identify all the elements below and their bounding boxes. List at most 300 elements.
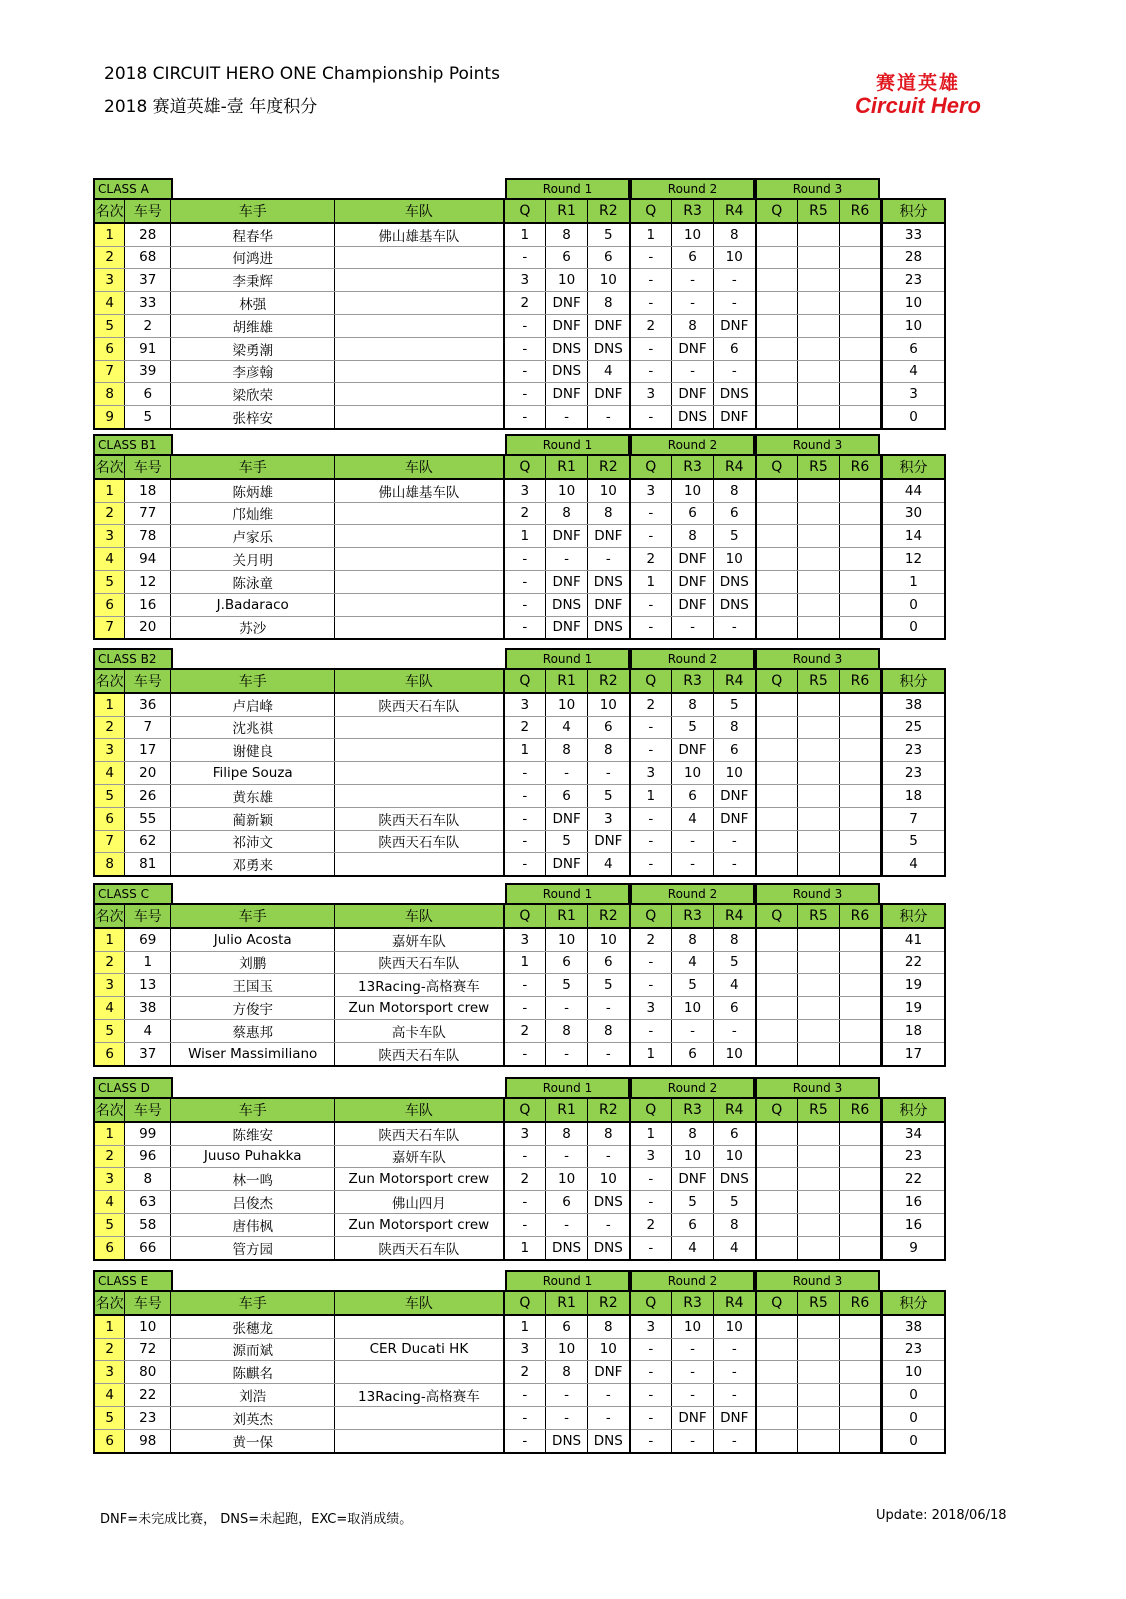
table-cell: 陕西天石车队 bbox=[335, 1042, 504, 1065]
table-cell bbox=[798, 502, 840, 525]
table-cell: DNS bbox=[714, 593, 756, 616]
table-row bbox=[94, 1168, 945, 1191]
table-cell: - bbox=[714, 830, 756, 853]
table-cell: 0 bbox=[881, 616, 945, 639]
table-cell bbox=[839, 762, 881, 785]
column-header: Q bbox=[756, 199, 798, 223]
table-cell: 98 bbox=[125, 1429, 171, 1452]
column-header: R1 bbox=[546, 455, 588, 479]
standings-table bbox=[93, 903, 946, 1067]
table-cell: 1 bbox=[630, 1042, 672, 1065]
table-row bbox=[94, 807, 945, 830]
table-cell bbox=[756, 830, 798, 853]
table-cell: 10 bbox=[546, 693, 588, 716]
table-cell: 8 bbox=[94, 853, 125, 876]
table-cell bbox=[335, 853, 504, 876]
table-cell bbox=[756, 1122, 798, 1145]
table-cell bbox=[335, 1429, 504, 1452]
table-cell: 5 bbox=[714, 1191, 756, 1214]
table-cell: 5 bbox=[672, 974, 714, 997]
table-cell: 0 bbox=[881, 1429, 945, 1452]
table-cell bbox=[756, 1338, 798, 1361]
table-cell: - bbox=[504, 548, 546, 571]
table-cell bbox=[798, 716, 840, 739]
table-cell: 陈泳童 bbox=[171, 570, 335, 593]
table-cell: 6 bbox=[94, 1042, 125, 1065]
table-cell: 0 bbox=[881, 1384, 945, 1407]
table-cell: 3 bbox=[504, 1122, 546, 1145]
table-cell: 6 bbox=[94, 807, 125, 830]
column-header: Q bbox=[756, 904, 798, 928]
table-cell: - bbox=[504, 406, 546, 429]
column-header: R1 bbox=[546, 1291, 588, 1315]
table-cell bbox=[335, 383, 504, 406]
table-cell bbox=[756, 548, 798, 571]
table-cell: DNF bbox=[714, 1406, 756, 1429]
table-cell bbox=[798, 616, 840, 639]
table-cell bbox=[798, 1168, 840, 1191]
table-cell bbox=[798, 223, 840, 246]
column-header: R4 bbox=[714, 1291, 756, 1315]
table-row bbox=[94, 1384, 945, 1407]
table-cell: 7 bbox=[881, 807, 945, 830]
table-cell: 邝灿维 bbox=[171, 502, 335, 525]
table-cell: - bbox=[630, 337, 672, 360]
table-cell: - bbox=[630, 1338, 672, 1361]
table-cell: Zun Motorsport crew bbox=[335, 997, 504, 1020]
table-cell: 4 bbox=[94, 292, 125, 315]
table-cell: 3 bbox=[630, 762, 672, 785]
table-cell: 管方园 bbox=[171, 1236, 335, 1259]
column-header: R3 bbox=[672, 669, 714, 693]
table-cell: - bbox=[504, 997, 546, 1020]
table-row bbox=[94, 479, 945, 502]
table-row bbox=[94, 928, 945, 951]
table-row bbox=[94, 570, 945, 593]
table-cell: 91 bbox=[125, 337, 171, 360]
table-cell bbox=[839, 383, 881, 406]
table-cell bbox=[798, 314, 840, 337]
table-cell bbox=[798, 337, 840, 360]
table-cell: DNF bbox=[546, 853, 588, 876]
column-header: 车手 bbox=[171, 669, 335, 693]
table-cell: 10 bbox=[714, 548, 756, 571]
table-cell: - bbox=[630, 1236, 672, 1259]
table-cell bbox=[756, 1042, 798, 1065]
table-cell: 16 bbox=[881, 1213, 945, 1236]
table-cell: 1 bbox=[94, 1315, 125, 1338]
table-cell: 4 bbox=[94, 1384, 125, 1407]
table-cell: 黄东雄 bbox=[171, 784, 335, 807]
table-cell: 10 bbox=[546, 479, 588, 502]
table-cell: - bbox=[546, 1213, 588, 1236]
table-cell: - bbox=[588, 406, 630, 429]
table-cell: 6 bbox=[714, 1122, 756, 1145]
table-cell: - bbox=[672, 1384, 714, 1407]
table-cell: - bbox=[588, 548, 630, 571]
table-row bbox=[94, 951, 945, 974]
table-cell: 5 bbox=[94, 1019, 125, 1042]
table-cell: 3 bbox=[504, 1338, 546, 1361]
table-cell: 5 bbox=[94, 784, 125, 807]
column-header: 车队 bbox=[335, 904, 504, 928]
table-cell bbox=[756, 784, 798, 807]
table-cell: - bbox=[630, 502, 672, 525]
table-cell bbox=[335, 360, 504, 383]
table-cell: 4 bbox=[881, 360, 945, 383]
table-cell: 5 bbox=[714, 693, 756, 716]
table-cell: 7 bbox=[94, 616, 125, 639]
table-cell: 5 bbox=[588, 784, 630, 807]
table-row bbox=[94, 502, 945, 525]
table-cell bbox=[756, 269, 798, 292]
table-cell: DNF bbox=[714, 807, 756, 830]
table-cell: - bbox=[504, 593, 546, 616]
table-cell bbox=[335, 593, 504, 616]
table-cell: - bbox=[630, 739, 672, 762]
table-cell: 3 bbox=[94, 739, 125, 762]
table-cell: DNF bbox=[546, 314, 588, 337]
table-cell: 38 bbox=[881, 693, 945, 716]
table-cell: 陕西天石车队 bbox=[335, 807, 504, 830]
column-header: R2 bbox=[588, 1098, 630, 1122]
table-cell: 30 bbox=[881, 502, 945, 525]
table-cell: 10 bbox=[588, 1338, 630, 1361]
page-title-en: 2018 CIRCUIT HERO ONE Championship Points bbox=[104, 64, 500, 84]
table-cell bbox=[756, 1213, 798, 1236]
table-cell bbox=[798, 246, 840, 269]
table-cell: 苏沙 bbox=[171, 616, 335, 639]
table-cell: 10 bbox=[672, 479, 714, 502]
table-cell: - bbox=[546, 1406, 588, 1429]
table-cell: 12 bbox=[125, 570, 171, 593]
column-header: R6 bbox=[839, 455, 881, 479]
table-cell bbox=[335, 1361, 504, 1384]
table-cell: 1 bbox=[504, 739, 546, 762]
column-header: 积分 bbox=[881, 669, 945, 693]
table-cell: DNF bbox=[672, 383, 714, 406]
table-cell: 4 bbox=[588, 853, 630, 876]
column-header: R2 bbox=[588, 455, 630, 479]
table-cell: DNS bbox=[546, 360, 588, 383]
table-cell: 黄一保 bbox=[171, 1429, 335, 1452]
table-cell: 3 bbox=[504, 269, 546, 292]
column-header: Q bbox=[630, 904, 672, 928]
table-cell: 10 bbox=[881, 314, 945, 337]
table-cell: 5 bbox=[546, 974, 588, 997]
column-header: 名次 bbox=[94, 455, 125, 479]
table-cell bbox=[335, 246, 504, 269]
table-cell: - bbox=[504, 762, 546, 785]
table-cell: 94 bbox=[125, 548, 171, 571]
table-cell bbox=[335, 292, 504, 315]
table-cell: 沈兆祺 bbox=[171, 716, 335, 739]
table-cell: 33 bbox=[125, 292, 171, 315]
table-cell: - bbox=[630, 525, 672, 548]
table-cell: 6 bbox=[672, 784, 714, 807]
table-cell: - bbox=[504, 1213, 546, 1236]
table-cell bbox=[839, 1122, 881, 1145]
table-cell: 10 bbox=[588, 269, 630, 292]
table-cell: 4 bbox=[672, 807, 714, 830]
table-cell: - bbox=[588, 1384, 630, 1407]
table-cell bbox=[798, 1191, 840, 1214]
table-cell: 6 bbox=[94, 1429, 125, 1452]
column-header: Q bbox=[756, 1291, 798, 1315]
table-cell: 5 bbox=[588, 974, 630, 997]
table-cell: 何鸿进 bbox=[171, 246, 335, 269]
table-cell bbox=[839, 1384, 881, 1407]
table-cell bbox=[798, 292, 840, 315]
table-cell: 18 bbox=[881, 1019, 945, 1042]
table-cell: 10 bbox=[881, 1361, 945, 1384]
table-cell: Juuso Puhakka bbox=[171, 1145, 335, 1168]
round-label: Round 3 bbox=[755, 883, 880, 903]
table-cell bbox=[798, 1315, 840, 1338]
table-cell: DNF bbox=[546, 383, 588, 406]
table-cell: 5 bbox=[125, 406, 171, 429]
table-cell bbox=[756, 314, 798, 337]
table-cell: - bbox=[714, 360, 756, 383]
table-cell bbox=[798, 830, 840, 853]
table-cell: 陕西天石车队 bbox=[335, 1122, 504, 1145]
round-label: Round 3 bbox=[755, 648, 880, 668]
table-cell bbox=[839, 548, 881, 571]
table-cell: DNF bbox=[546, 616, 588, 639]
table-cell bbox=[798, 928, 840, 951]
table-cell: 高卡车队 bbox=[335, 1019, 504, 1042]
table-cell: 5 bbox=[546, 830, 588, 853]
table-cell: 10 bbox=[588, 479, 630, 502]
table-cell: - bbox=[630, 1429, 672, 1452]
column-header: R3 bbox=[672, 199, 714, 223]
table-cell: DNS bbox=[672, 406, 714, 429]
column-header: R4 bbox=[714, 904, 756, 928]
table-cell: - bbox=[504, 1042, 546, 1065]
column-header: 名次 bbox=[94, 1098, 125, 1122]
table-cell bbox=[756, 1406, 798, 1429]
table-cell: 8 bbox=[588, 292, 630, 315]
table-cell bbox=[756, 1191, 798, 1214]
table-cell bbox=[839, 502, 881, 525]
column-header: R1 bbox=[546, 904, 588, 928]
table-cell: 8 bbox=[714, 1213, 756, 1236]
table-cell bbox=[839, 1042, 881, 1065]
table-cell: 1 bbox=[630, 1122, 672, 1145]
class-section bbox=[93, 648, 948, 877]
table-cell: 3 bbox=[504, 479, 546, 502]
table-cell bbox=[335, 570, 504, 593]
column-header: Q bbox=[504, 1291, 546, 1315]
table-cell bbox=[335, 616, 504, 639]
table-cell: 3 bbox=[94, 1361, 125, 1384]
column-header: Q bbox=[756, 455, 798, 479]
table-cell: DNF bbox=[588, 525, 630, 548]
table-cell: 13Racing-高格赛车 bbox=[335, 974, 504, 997]
round-label: Round 1 bbox=[505, 1077, 630, 1097]
table-cell: 39 bbox=[125, 360, 171, 383]
table-cell: 4 bbox=[714, 974, 756, 997]
table-cell bbox=[839, 1145, 881, 1168]
table-cell: - bbox=[504, 246, 546, 269]
table-cell bbox=[756, 1361, 798, 1384]
table-cell: 23 bbox=[125, 1406, 171, 1429]
table-cell: 梁欣荣 bbox=[171, 383, 335, 406]
table-cell bbox=[798, 1429, 840, 1452]
table-row bbox=[94, 830, 945, 853]
table-row bbox=[94, 1042, 945, 1065]
class-section bbox=[93, 1270, 948, 1454]
table-cell bbox=[756, 716, 798, 739]
table-cell: - bbox=[714, 1338, 756, 1361]
table-cell: 胡维雄 bbox=[171, 314, 335, 337]
table-cell: - bbox=[630, 1168, 672, 1191]
table-cell: 62 bbox=[125, 830, 171, 853]
column-header: Q bbox=[756, 1098, 798, 1122]
table-cell: 22 bbox=[881, 951, 945, 974]
round-label: Round 2 bbox=[630, 1270, 755, 1290]
table-cell: 28 bbox=[881, 246, 945, 269]
table-cell bbox=[756, 246, 798, 269]
table-cell: - bbox=[630, 853, 672, 876]
table-cell: - bbox=[714, 1429, 756, 1452]
column-header: R1 bbox=[546, 1098, 588, 1122]
table-cell: - bbox=[630, 616, 672, 639]
table-cell bbox=[839, 853, 881, 876]
column-header: R4 bbox=[714, 669, 756, 693]
table-cell: 1 bbox=[504, 525, 546, 548]
table-cell: 1 bbox=[94, 693, 125, 716]
column-header: Q bbox=[504, 669, 546, 693]
table-cell: 8 bbox=[588, 1315, 630, 1338]
table-cell bbox=[335, 502, 504, 525]
table-cell: 10 bbox=[125, 1315, 171, 1338]
table-cell: 卢家乐 bbox=[171, 525, 335, 548]
table-cell: DNS bbox=[588, 1429, 630, 1452]
table-cell: 陕西天石车队 bbox=[335, 693, 504, 716]
table-row bbox=[94, 616, 945, 639]
table-cell: 6 bbox=[125, 383, 171, 406]
class-section bbox=[93, 1077, 948, 1261]
table-cell: 3 bbox=[504, 693, 546, 716]
table-cell: - bbox=[588, 1213, 630, 1236]
table-cell: 陈维安 bbox=[171, 1122, 335, 1145]
table-cell bbox=[798, 1145, 840, 1168]
table-cell: 10 bbox=[714, 1042, 756, 1065]
table-cell: 66 bbox=[125, 1236, 171, 1259]
column-header: R5 bbox=[798, 1098, 840, 1122]
table-cell: - bbox=[630, 360, 672, 383]
table-cell bbox=[756, 1019, 798, 1042]
table-cell: 4 bbox=[546, 716, 588, 739]
table-cell: - bbox=[630, 951, 672, 974]
table-cell: 6 bbox=[714, 337, 756, 360]
update-date: Update: 2018/06/18 bbox=[876, 1508, 1007, 1523]
table-cell: 44 bbox=[881, 479, 945, 502]
table-cell: 3 bbox=[630, 383, 672, 406]
table-cell: 6 bbox=[714, 739, 756, 762]
table-cell bbox=[839, 784, 881, 807]
table-cell: Zun Motorsport crew bbox=[335, 1168, 504, 1191]
table-cell: 谢健良 bbox=[171, 739, 335, 762]
table-cell: DNF bbox=[672, 593, 714, 616]
table-cell: - bbox=[630, 1361, 672, 1384]
table-cell: 37 bbox=[125, 269, 171, 292]
table-cell: DNF bbox=[672, 570, 714, 593]
column-header: Q bbox=[630, 669, 672, 693]
table-cell: 28 bbox=[125, 223, 171, 246]
column-header: 积分 bbox=[881, 1098, 945, 1122]
table-cell bbox=[798, 479, 840, 502]
table-cell: 22 bbox=[125, 1384, 171, 1407]
table-cell: DNF bbox=[546, 525, 588, 548]
table-row bbox=[94, 246, 945, 269]
class-section bbox=[93, 434, 948, 640]
table-cell: 5 bbox=[588, 223, 630, 246]
table-cell: 12 bbox=[881, 548, 945, 571]
table-row bbox=[94, 292, 945, 315]
table-cell: 4 bbox=[125, 1019, 171, 1042]
column-header: R3 bbox=[672, 1098, 714, 1122]
table-cell: DNF bbox=[546, 807, 588, 830]
table-cell: - bbox=[588, 997, 630, 1020]
table-cell: 41 bbox=[881, 928, 945, 951]
table-cell: - bbox=[672, 1429, 714, 1452]
class-label: CLASS A bbox=[93, 178, 173, 198]
column-header: R5 bbox=[798, 669, 840, 693]
table-cell bbox=[798, 1384, 840, 1407]
table-cell: 5 bbox=[94, 314, 125, 337]
table-row bbox=[94, 593, 945, 616]
table-cell: 10 bbox=[588, 693, 630, 716]
table-cell: DNF bbox=[714, 314, 756, 337]
round-label: Round 1 bbox=[505, 1270, 630, 1290]
table-row bbox=[94, 739, 945, 762]
table-cell: - bbox=[504, 830, 546, 853]
column-header: 车手 bbox=[171, 904, 335, 928]
table-cell bbox=[798, 360, 840, 383]
table-cell: 5 bbox=[94, 1213, 125, 1236]
table-cell: 1 bbox=[630, 223, 672, 246]
table-cell: 0 bbox=[881, 1406, 945, 1429]
table-cell bbox=[839, 739, 881, 762]
table-cell: 19 bbox=[881, 974, 945, 997]
table-cell: 34 bbox=[881, 1122, 945, 1145]
table-cell bbox=[756, 762, 798, 785]
table-row bbox=[94, 525, 945, 548]
table-cell: 8 bbox=[588, 502, 630, 525]
legend-note: DNF=未完成比赛， DNS=未起跑，EXC=取消成绩。 bbox=[100, 1512, 413, 1527]
table-cell: 10 bbox=[546, 269, 588, 292]
table-cell bbox=[335, 1315, 504, 1338]
table-cell: 6 bbox=[588, 951, 630, 974]
round-label: Round 2 bbox=[630, 178, 755, 198]
table-cell: - bbox=[630, 1019, 672, 1042]
table-cell: 18 bbox=[881, 784, 945, 807]
table-cell: - bbox=[714, 269, 756, 292]
column-header: Q bbox=[504, 199, 546, 223]
table-cell: 1 bbox=[630, 570, 672, 593]
column-header: 车手 bbox=[171, 1291, 335, 1315]
table-cell bbox=[798, 1406, 840, 1429]
table-cell: 6 bbox=[546, 951, 588, 974]
table-cell: 陕西天石车队 bbox=[335, 1236, 504, 1259]
table-cell: DNF bbox=[672, 548, 714, 571]
table-cell bbox=[756, 502, 798, 525]
column-header: R6 bbox=[839, 904, 881, 928]
column-header: Q bbox=[630, 199, 672, 223]
table-cell: DNF bbox=[714, 406, 756, 429]
